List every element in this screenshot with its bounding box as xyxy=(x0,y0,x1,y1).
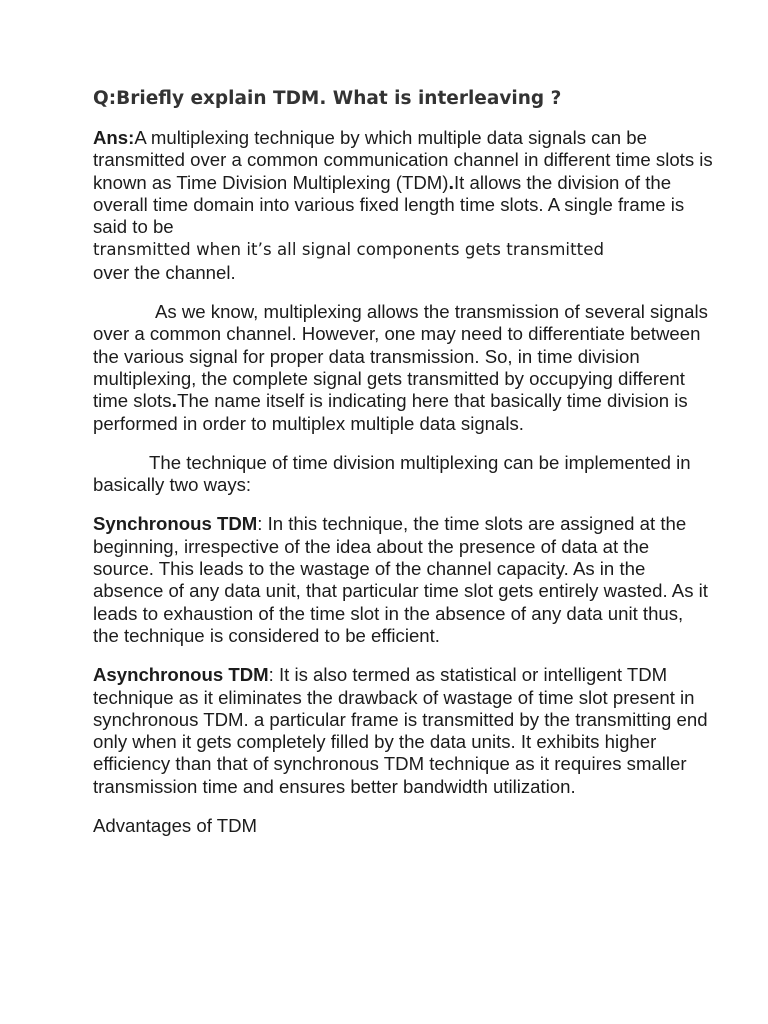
synchronous-label: Synchronous TDM xyxy=(93,513,258,535)
asynchronous-paragraph xyxy=(93,664,713,798)
question-heading: Q:Briefly explain TDM. What is interleaving ? xyxy=(93,88,562,109)
answer-dot: . xyxy=(448,171,455,194)
synchronous-text: : In this technique, the time slots are assigned at the beginning, irrespective of the idea about the presence of data at the source. This leads to the wastage of the channel capacity. As in the absence of any data unit, that particular time slot gets entirely wasted. As it leads to exhaustion of the time slot in the absence of any data unit thus, the technique is considered to be efficient. xyxy=(93,513,708,646)
answer-text-4: over the channel. xyxy=(93,261,236,283)
answer-paragraph xyxy=(93,127,713,284)
advantages-heading: Advantages of TDM xyxy=(93,815,257,837)
asynchronous-text: : It is also termed as statistical or intelligent TDM technique as it eliminates the drawback of wastage of time slot present in synchronous TDM. a particular frame is transmitted by the transmitting end only when it gets completely filled by the data units. It exhibits higher efficiency than that of synchronous TDM technique as it requires smaller transmission time and ensures better bandwidth utilization. xyxy=(93,664,708,797)
answer-text-3: transmitted when it’s all signal components gets transmitted xyxy=(93,240,605,260)
multiplexing-paragraph xyxy=(93,301,713,435)
multiplexing-text: As we know, multiplexing allows the transmission of several signals over a common channel. However, one may need to differentiate between the various signal for proper data transmission. So, in time division multiplexing, the complete signal gets transmitted by occupying different time slots xyxy=(93,301,708,412)
document-page xyxy=(93,87,713,854)
answer-text-2: It allows the division of the overall time domain into various fixed length time slots. A single frame is said to be xyxy=(93,171,685,238)
answer-label: Ans: xyxy=(93,127,135,148)
multiplexing-rest: The name itself is indicating here that basically time division is performed in order to multiplex multiple data signals. xyxy=(93,390,688,434)
asynchronous-label: Asynchronous TDM xyxy=(93,664,269,686)
technique-paragraph: The technique of time division multiplexing can be implemented in basically two ways: xyxy=(93,451,691,496)
multiplexing-dot: . xyxy=(171,390,178,413)
synchronous-paragraph xyxy=(93,513,713,647)
answer-text-1: A multiplexing technique by which multiple data signals can be transmitted over a common communication channel in different time slots is known as Time Division Multiplexing (TDM) xyxy=(93,127,713,193)
